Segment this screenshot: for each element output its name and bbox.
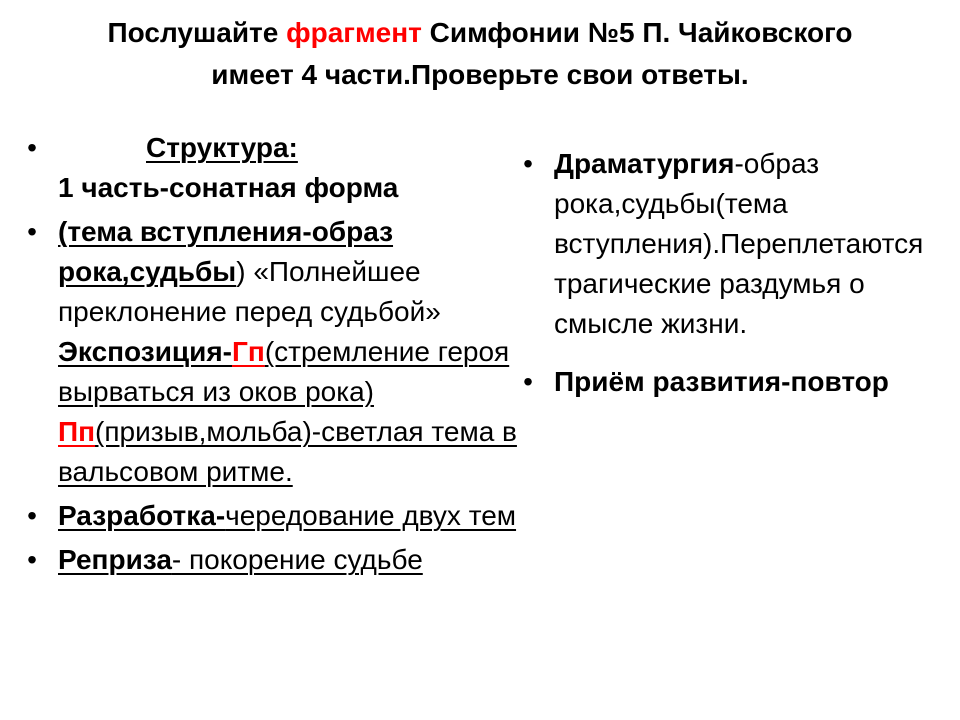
intro-theme: (тема вступления-образ рока,судьбы: [58, 216, 394, 287]
list-item-method: [518, 362, 938, 402]
dramaturgy-text: -образ рока,судьбы(тема вступления).Переплетаются трагические раздумья о смысле жизни.: [554, 148, 924, 339]
intro-quote: «Полнейшее преклонение перед судьбой»: [58, 256, 441, 327]
slide-title: [40, 12, 920, 96]
list-item-dramaturgy: [518, 144, 938, 344]
bullet-icon: •: [523, 148, 533, 179]
structure-sub: 1 часть-сонатная форма: [58, 172, 399, 203]
exposition-label: Экспозиция-: [58, 336, 233, 367]
reprise-text: - покорение судьбе: [171, 544, 423, 575]
gp-text: (стремление героя вырваться из оков рока): [58, 336, 510, 407]
title-highlight: фрагмент: [286, 17, 422, 48]
title-part1: Послушайте: [107, 17, 287, 48]
reprise-label: Реприза: [58, 544, 172, 575]
dramaturgy-label: Драматургия: [554, 148, 735, 179]
bullet-icon: •: [27, 216, 37, 247]
left-column: [22, 128, 522, 584]
bullet-icon: •: [27, 544, 37, 575]
list-item-reprise: [22, 540, 522, 580]
intro-paren: ): [236, 256, 246, 287]
title-part2: Симфонии №5 П. Чайковского: [421, 17, 853, 48]
development-text: чередование двух тем: [225, 500, 517, 531]
right-column: [518, 144, 938, 406]
gp-label: Гп: [232, 336, 265, 367]
list-item-sonata: [22, 212, 522, 492]
list-item-development: [22, 496, 522, 536]
pp-label: Пп: [58, 416, 96, 447]
structure-label: Структура:: [146, 132, 298, 163]
pp-text: (призыв,мольба)-светлая тема в вальсовом ритме.: [58, 416, 517, 487]
method-label: Приём развития-повтор: [554, 366, 889, 397]
title-line2: имеет 4 части.Проверьте свои ответы.: [211, 59, 749, 90]
bullet-icon: •: [27, 132, 37, 163]
list-item-structure: [22, 128, 522, 208]
bullet-icon: •: [27, 500, 37, 531]
bullet-icon: •: [523, 366, 533, 397]
development-label: Разработка-: [58, 500, 226, 531]
